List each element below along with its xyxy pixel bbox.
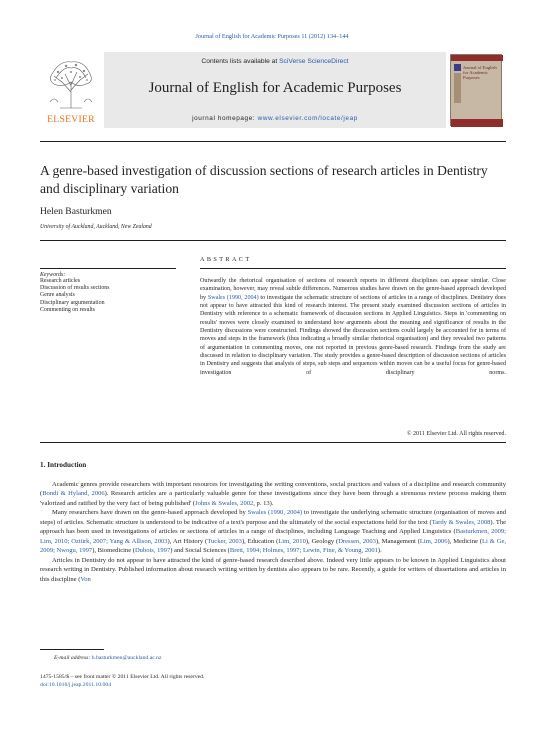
text-run: ), Education (: [241, 537, 279, 545]
contents-prefix: Contents lists available at: [201, 58, 280, 65]
text-run: ), Geology (: [305, 537, 339, 545]
author-name: Helen Basturkmen: [40, 206, 112, 217]
abstract-text: [200, 277, 506, 377]
abstract-heading: ABSTRACT: [200, 256, 252, 263]
journal-masthead: [40, 52, 506, 128]
journal-citation-header[interactable]: Journal of English for Academic Purposes 11 (2012) 134–144: [195, 33, 349, 40]
title-divider: [40, 240, 506, 241]
citation-link[interactable]: Lim, 2010: [278, 537, 306, 545]
citation-link[interactable]: Swales (1990, 2004): [247, 509, 303, 517]
journal-homepage-line: [104, 115, 446, 122]
keyword-item[interactable]: Commenting on results: [40, 306, 95, 313]
text-run: Articles in Dentistry do not appear to have attracted the kind of genre-based research described above. Indeed very little appears to be known in Applied Linguistics about research writing in Dentistry. Published information about research writing written by dentists also appears to be rare. Recently, a guide for writers of dissertations and articles in this discipline (: [40, 556, 506, 583]
introduction-body: [40, 480, 506, 584]
citation-link[interactable]: Basturkmen, 2009; Lim, 2010; Oztürk, 2007; Yang & Allison, 2003: [40, 528, 506, 545]
citation-link[interactable]: Dubois, 1997: [134, 547, 171, 555]
keywords-box: [40, 272, 176, 314]
keyword-item[interactable]: Discussion of results sections: [40, 285, 110, 292]
text-run: , p. 13).: [253, 499, 274, 507]
section-heading: 1. Introduction: [40, 461, 87, 469]
sciverse-link[interactable]: SciVerse ScienceDirect: [279, 58, 349, 65]
issn-block: [40, 673, 204, 689]
text-run: Academic genres provide researchers with important resources for investigating the writing conventions, social practices and values of a discipline and research community (: [40, 481, 506, 498]
keyword-item[interactable]: Research articles: [40, 278, 81, 284]
elsevier-tree-icon: [40, 52, 102, 114]
text-run: ), Management (: [375, 537, 420, 545]
text-run: ).: [377, 547, 382, 555]
abstract-copyright: © 2011 Elsevier Ltd. All rights reserved.: [406, 431, 506, 437]
keyword-item[interactable]: Genre analysis: [40, 292, 75, 299]
cover-journal-title: Journal of English for Academic Purposes: [463, 65, 497, 81]
issn-line: 1475-1585/$ – see front matter © 2011 Elsevier Ltd. All rights reserved.: [40, 674, 205, 680]
text-run: ), Biomedicine (: [92, 547, 135, 555]
abstract-text-part: Outwardly the rhetorical organisation of sections of research reports in different disciplines can appear similar. Close examination, however, may reveal subtle differences. Numerous studies have drawn on the genre-based approach developed by: [200, 278, 506, 301]
journal-title: Journal of English for Academic Purposes: [148, 80, 402, 96]
article-title: A genre-based investigation of discussion sections of research articles in Dentistry and disciplinary variation: [40, 163, 488, 196]
elsevier-logo[interactable]: [40, 52, 102, 128]
homepage-prefix: journal homepage:: [192, 115, 258, 122]
masthead-divider: [40, 141, 506, 142]
citation-link[interactable]: Johns & Swales, 2002: [195, 499, 254, 507]
text-run: ). Research articles are a particularly valuable genre for these investigations since they have been through a strenuous review process making them 'valorized and ratified by the very fact of being published' (: [40, 490, 506, 507]
abstract-text-part: to investigate the schematic structure of sections of articles in a range of disciplines. Dentistry does not appear to have attracted this kind of research interest. The present study examined discussion sections of articles in Dentistry with reference to a schematic framework of discussion sections in Applied Linguistics. Steps in 'commenting on results' moves were closely examined to understand how arguments about the meaning and significance of results in the Dentistry discussions were constructed. Findings showed the discussion sections could largely be accounted for in terms of moves and steps in the framework (thus indicating a broadly similar rhetorical organisation) and they revealed two patterns of argumentation in commenting moves, one not reported in previous genre-based research. Findings from the study are discussed in relation to disciplinary variation. The study provides a genre-based description of discussion sections of articles in Dentistry and suggests that analysis of steps, sub steps and sequences within moves can be a useful focus for genre-based investigation of disciplinary norms.: [200, 294, 506, 376]
abstract-top-rule: [200, 268, 506, 269]
elsevier-wordmark: ELSEVIER: [47, 114, 95, 125]
citation-link[interactable]: Tardy & Swales, 2008: [431, 518, 491, 526]
text-run: ). The approach has been used in investigations of articles or sections of articles in a range of disciplines, including Language Teaching and Applied Linguistics (: [40, 518, 506, 536]
contents-availability-line: [104, 58, 446, 65]
masthead-center-panel: [104, 52, 446, 128]
citation-link[interactable]: Bondi & Hyland, 2006: [42, 490, 105, 498]
body-paragraph: [40, 556, 506, 584]
abstract-bottom-rule: [40, 442, 506, 443]
text-run: ), Art History (: [167, 537, 208, 545]
email-link[interactable]: h.basturkmen@auckland.ac.nz: [91, 655, 162, 661]
citation-link[interactable]: Swales (1990, 2004): [207, 294, 259, 301]
text-run: ), Medicine (: [447, 537, 482, 545]
email-label: E-mail address:: [54, 655, 92, 661]
doi-link[interactable]: doi:10.1016/j.jeap.2011.10.004: [40, 682, 112, 688]
footnote-email: [54, 655, 162, 661]
footnote-rule: [40, 649, 104, 650]
text-run: Many researchers have drawn on the genre-based approach developed by: [52, 509, 248, 517]
citation-link[interactable]: Lim, 2006: [419, 537, 448, 545]
journal-cover-thumbnail[interactable]: [450, 54, 502, 126]
keyword-item[interactable]: Disciplinary argumentation: [40, 299, 105, 306]
citation-link[interactable]: Brett, 1994; Holmes, 1997; Lewin, Fine, & Young, 2001: [229, 547, 378, 555]
author-affiliation: University of Auckland, Auckland, New Zealand: [40, 224, 152, 230]
keywords-heading: Keywords:: [40, 272, 66, 278]
text-run: to investigate the underlying schematic structure (organisation of moves and steps) of articles. Schematic structure is understood to be indicative of a text's purpose and the ultimately of the social expectations held for the text (: [40, 509, 506, 526]
body-paragraph: [40, 508, 506, 555]
body-paragraph: [40, 480, 506, 508]
citation-link[interactable]: Dressen, 2003: [338, 537, 376, 545]
text-run: ) and Social Sciences (: [170, 547, 230, 555]
citation-link[interactable]: Li & Ge, 2009; Nwogu, 1997: [40, 537, 506, 555]
citation-link[interactable]: Von: [80, 575, 91, 583]
keywords-top-rule: [40, 268, 176, 269]
journal-homepage-link[interactable]: www.elsevier.com/locate/jeap: [257, 115, 358, 122]
citation-link[interactable]: Tucker, 2003: [207, 537, 242, 545]
